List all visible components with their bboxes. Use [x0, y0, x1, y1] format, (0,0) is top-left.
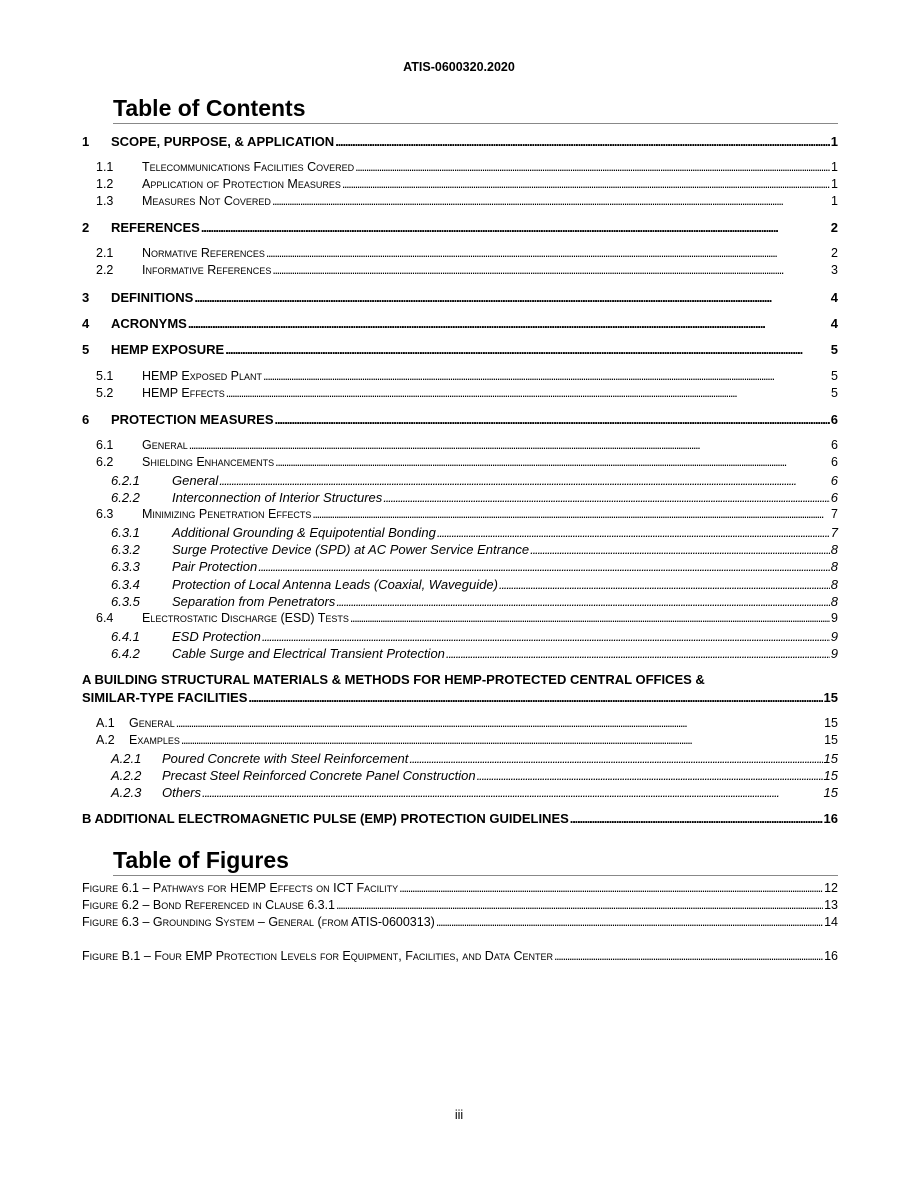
- entry-number: 6.1: [96, 438, 114, 452]
- entry-page: 8: [830, 559, 838, 574]
- toc-entry-6-4[interactable]: [96, 610, 838, 627]
- entry-number: 6: [82, 412, 90, 427]
- entry-number: 5: [82, 342, 90, 357]
- entry-page: 14: [824, 915, 838, 929]
- entry-title: Figure B.1 – Four EMP Protection Levels for Equipment, Facilities, and Data Center: [82, 949, 553, 963]
- entry-number: 6.2.1: [111, 473, 140, 488]
- entry-title: Measures Not Covered: [142, 194, 271, 208]
- entry-title: Figure 6.2 – Bond Referenced in Clause 6.3.1: [82, 898, 335, 912]
- toc-entry-5[interactable]: [82, 341, 838, 358]
- entry-number: 2.2: [96, 263, 114, 277]
- entry-page: 3: [831, 263, 838, 277]
- entry-number: 2: [82, 220, 90, 235]
- entry-number: 6.2.2: [111, 490, 140, 505]
- entry-page: 9: [830, 646, 838, 661]
- entry-page: 7: [831, 507, 838, 521]
- dot-leader: [399, 880, 823, 897]
- entry-title: Figure 6.3 – Grounding System – General (from ATIS-0600313): [82, 915, 435, 929]
- entry-number: 6.4.1: [111, 629, 140, 644]
- entry-title: ACRONYMS: [111, 316, 187, 331]
- toc-entry-2-2[interactable]: [96, 262, 838, 279]
- entry-title: Informative References: [142, 263, 272, 277]
- figure-entry-6-2[interactable]: [82, 897, 838, 914]
- entry-title: Normative References: [142, 246, 265, 260]
- entry-page: 12: [824, 881, 838, 895]
- toc-entry-a-1[interactable]: [96, 715, 838, 732]
- entry-title: General: [129, 716, 175, 730]
- entry-number: 6.4.2: [111, 646, 140, 661]
- entry-page: 1: [831, 177, 838, 191]
- dot-leader: [530, 541, 830, 558]
- figure-entry-b-1[interactable]: [82, 948, 838, 965]
- entry-page: 6: [830, 412, 838, 427]
- dot-leader: [436, 914, 823, 931]
- toc-entry-annex-a-line1[interactable]: A BUILDING STRUCTURAL MATERIALS & METHODS FOR HEMP-PROTECTED CENTRAL OFFICES &: [82, 672, 705, 687]
- entry-page: 1: [830, 134, 838, 149]
- toc-entry-6-3-4[interactable]: [111, 576, 838, 593]
- dot-leader: [176, 715, 823, 732]
- toc-entry-6-3-3[interactable]: [111, 558, 838, 575]
- entry-page: 8: [830, 577, 838, 592]
- entry-number: 6.4: [96, 611, 114, 625]
- entry-number: A.2.1: [111, 751, 142, 766]
- entry-title: Electrostatic Discharge (ESD) Tests: [142, 611, 349, 625]
- entry-page: 9: [830, 629, 838, 644]
- toc-entry-6[interactable]: [82, 411, 838, 428]
- toc-entry-4[interactable]: [82, 315, 838, 332]
- entry-page: 4: [830, 316, 838, 331]
- entry-title: HEMP EXPOSURE: [111, 342, 225, 357]
- dot-leader: [342, 176, 830, 193]
- entry-number: 6.3.3: [111, 559, 140, 574]
- entry-page: 2: [830, 220, 838, 235]
- document-id: ATIS-0600320.2020: [403, 60, 515, 74]
- toc-entry-a-2[interactable]: [96, 732, 838, 749]
- toc-entry-1-1[interactable]: [96, 159, 838, 176]
- entry-number: A.1: [96, 716, 115, 730]
- dot-leader: [275, 411, 830, 428]
- entry-number: 6.3.2: [111, 542, 140, 557]
- entry-page: 6: [831, 455, 838, 469]
- entry-title: DEFINITIONS: [111, 290, 194, 305]
- toc-entry-6-4-2[interactable]: [111, 645, 838, 662]
- dot-leader: [336, 897, 823, 914]
- entry-title: HEMP Exposed Plant: [142, 369, 263, 383]
- entry-number: 2.1: [96, 246, 114, 260]
- entry-title: SIMILAR-TYPE FACILITIES: [82, 690, 248, 705]
- page-number: iii: [454, 1108, 464, 1122]
- dot-leader: [226, 385, 830, 402]
- entry-page: 2: [831, 246, 838, 260]
- entry-number: 6.3: [96, 507, 114, 521]
- entry-number: 5.1: [96, 369, 114, 383]
- entry-page: 7: [830, 525, 838, 540]
- entry-page: 6: [831, 438, 838, 452]
- entry-page: 5: [831, 369, 838, 383]
- dot-leader: [335, 133, 830, 150]
- figure-entry-6-1[interactable]: [82, 880, 838, 897]
- entry-page: 15: [824, 733, 838, 747]
- entry-number: 1.3: [96, 194, 114, 208]
- toc-entry-6-2[interactable]: [96, 454, 838, 471]
- toc-entry-a-2-1[interactable]: [111, 750, 838, 767]
- toc-entry-6-2-1[interactable]: [111, 472, 838, 489]
- toc-entry-1[interactable]: [82, 133, 838, 150]
- entry-title: HEMP Effects: [142, 386, 225, 400]
- entry-title: Precast Steel Reinforced Concrete Panel Construction: [162, 768, 476, 783]
- dot-leader: [355, 159, 830, 176]
- toc-entry-annex-b[interactable]: [82, 810, 838, 827]
- entry-number: A.2.2: [111, 768, 142, 783]
- entry-title: Protection of Local Antenna Leads (Coaxial, Waveguide): [172, 577, 498, 592]
- entry-title: Others: [162, 785, 202, 800]
- entry-title: REFERENCES: [111, 220, 200, 235]
- entry-page: 4: [830, 290, 838, 305]
- entry-number: 6.3.1: [111, 525, 140, 540]
- toc-entry-6-3-2[interactable]: [111, 541, 838, 558]
- entry-number: 6.2: [96, 455, 114, 469]
- toc-entry-6-3-1[interactable]: [111, 524, 838, 541]
- entry-title: Examples: [129, 733, 180, 747]
- dot-leader: [336, 593, 829, 610]
- entry-number: 1.1: [96, 160, 114, 174]
- entry-title: Additional Grounding & Equipotential Bonding: [172, 525, 436, 540]
- dot-leader: [225, 341, 830, 358]
- dot-leader: [554, 948, 823, 965]
- entry-number: 1.2: [96, 177, 114, 191]
- toc-entry-a-2-2[interactable]: [111, 767, 838, 784]
- dot-leader: [263, 368, 830, 385]
- entry-number: A.2.3: [111, 785, 142, 800]
- entry-title: PROTECTION MEASURES: [111, 412, 274, 427]
- dot-leader: [383, 489, 829, 506]
- entry-page: 9: [831, 611, 838, 625]
- toc-entry-2[interactable]: [82, 219, 838, 236]
- entry-page: 15: [823, 768, 838, 783]
- dot-leader: [181, 732, 823, 749]
- toc-entry-1-2[interactable]: [96, 176, 838, 193]
- entry-page: 8: [830, 594, 838, 609]
- dot-leader: [350, 610, 830, 627]
- entry-title: General: [142, 438, 188, 452]
- toc-entry-annex-a[interactable]: [82, 689, 838, 706]
- dot-leader: [201, 219, 830, 236]
- entry-title: Separation from Penetrators: [172, 594, 336, 609]
- figures-heading: Table of Figures: [113, 845, 838, 876]
- dot-leader: [219, 472, 830, 489]
- toc-entry-1-3[interactable]: [96, 193, 838, 210]
- entry-title: B ADDITIONAL ELECTROMAGNETIC PULSE (EMP) PROTECTION GUIDELINES: [82, 811, 569, 826]
- dot-leader: [189, 437, 830, 454]
- toc-entry-6-4-1[interactable]: [111, 628, 838, 645]
- dot-leader: [194, 289, 829, 306]
- toc-entry-6-3-5[interactable]: [111, 593, 838, 610]
- entry-page: 1: [831, 194, 838, 208]
- dot-leader: [312, 506, 830, 523]
- dot-leader: [499, 576, 830, 593]
- toc-entry-6-3[interactable]: [96, 506, 838, 523]
- entry-number: 5.2: [96, 386, 114, 400]
- entry-page: 15: [823, 690, 838, 705]
- dot-leader: [570, 810, 823, 827]
- entry-page: 6: [830, 490, 838, 505]
- toc-entry-6-1[interactable]: [96, 437, 838, 454]
- toc-entry-a-2-3[interactable]: [111, 784, 838, 801]
- entry-page: 15: [824, 716, 838, 730]
- dot-leader: [275, 454, 830, 471]
- dot-leader: [272, 193, 830, 210]
- entry-title: General: [172, 473, 219, 488]
- entry-number: 6.3.5: [111, 594, 140, 609]
- entry-title: Surge Protective Device (SPD) at AC Power Service Entrance: [172, 542, 530, 557]
- entry-title: Pair Protection: [172, 559, 258, 574]
- dot-leader: [409, 750, 822, 767]
- dot-leader: [262, 628, 830, 645]
- dot-leader: [437, 524, 830, 541]
- entry-title: Application of Protection Measures: [142, 177, 341, 191]
- dot-leader: [202, 784, 823, 801]
- entry-number: 1: [82, 134, 90, 149]
- entry-page: 5: [831, 386, 838, 400]
- entry-page: 15: [823, 785, 838, 800]
- toc-entry-3[interactable]: [82, 289, 838, 306]
- entry-title: Minimizing Penetration Effects: [142, 507, 312, 521]
- entry-number: A.2: [96, 733, 115, 747]
- figure-entry-6-3[interactable]: [82, 914, 838, 931]
- entry-title: Poured Concrete with Steel Reinforcement: [162, 751, 409, 766]
- entry-page: 16: [824, 949, 838, 963]
- entry-number: 3: [82, 290, 90, 305]
- entry-title: Telecommunications Facilities Covered: [142, 160, 355, 174]
- entry-page: 1: [831, 160, 838, 174]
- entry-number: 4: [82, 316, 90, 331]
- entry-page: 16: [823, 811, 838, 826]
- entry-page: 5: [830, 342, 838, 357]
- entry-page: 15: [823, 751, 838, 766]
- dot-leader: [477, 767, 823, 784]
- entry-title: Interconnection of Interior Structures: [172, 490, 383, 505]
- toc-heading: Table of Contents: [113, 93, 838, 124]
- toc-entry-6-2-2[interactable]: [111, 489, 838, 506]
- dot-leader: [272, 262, 830, 279]
- toc-entry-2-1[interactable]: [96, 245, 838, 262]
- dot-leader: [266, 245, 830, 262]
- dot-leader: [446, 645, 830, 662]
- toc-entry-5-1[interactable]: [96, 368, 838, 385]
- dot-leader: [258, 558, 830, 575]
- entry-title: SCOPE, PURPOSE, & APPLICATION: [111, 134, 335, 149]
- dot-leader: [188, 315, 830, 332]
- entry-number: 6.3.4: [111, 577, 140, 592]
- entry-page: 13: [824, 898, 838, 912]
- dot-leader: [248, 689, 822, 706]
- entry-title: ESD Protection: [172, 629, 261, 644]
- toc-entry-5-2[interactable]: [96, 385, 838, 402]
- entry-page: 8: [830, 542, 838, 557]
- entry-title: Cable Surge and Electrical Transient Protection: [172, 646, 445, 661]
- entry-title: Shielding Enhancements: [142, 455, 275, 469]
- entry-page: 6: [830, 473, 838, 488]
- entry-title: Figure 6.1 – Pathways for HEMP Effects on ICT Facility: [82, 881, 399, 895]
